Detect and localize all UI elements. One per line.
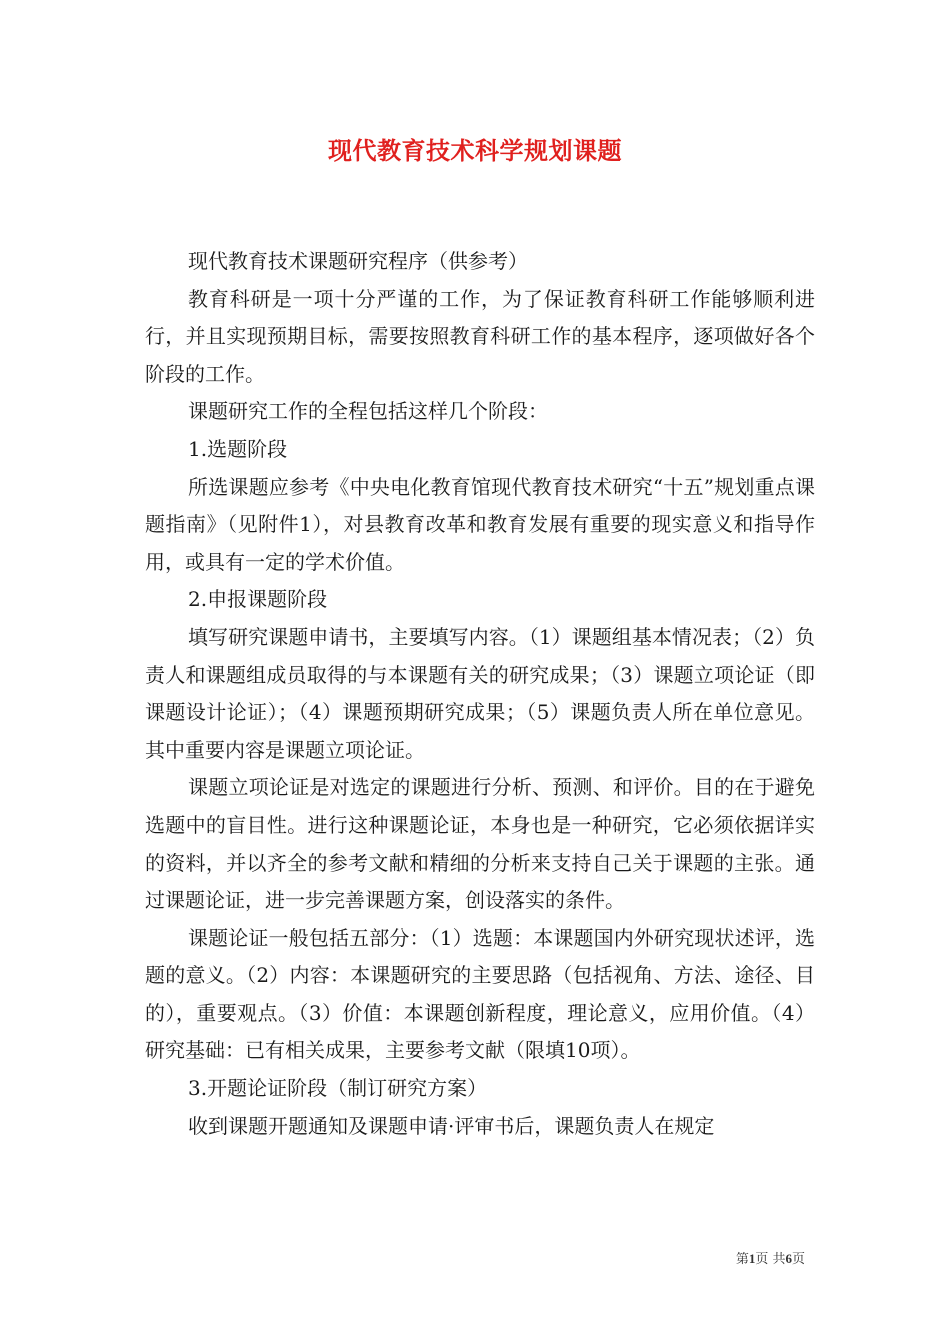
page-footer: [736, 1248, 805, 1267]
document-body: [145, 243, 815, 1145]
document-title: 现代教育技术科学规划课题: [328, 136, 622, 165]
section-heading-3: 3.开题论证阶段（制订研究方案）: [188, 1076, 488, 1101]
footer-middle: 页 共: [755, 1252, 786, 1267]
paragraph-topic-selection: 所选课题应参考《中央电化教育馆现代教育技术研究“十五”规划重点课题指南》（见附件1），对县教育改革和教育发展有重要的现实意义和指导作用，或具有一定的学术价值。: [145, 474, 815, 574]
footer-prefix: 第: [735, 1252, 749, 1267]
section-heading-1: 1.选题阶段: [188, 436, 288, 461]
paragraph-five-parts: 课题论证一般包括五部分：（1）选题：本课题国内外研究现状述评，选题的意义。（2）内容：本课题研究的主要思路（包括视角、方法、途径、目的），重要观点。（3）价值：本课题创新程度，理论意义，应用价值。（4）研究基础：已有相关成果，主要参考文献（限填10项）。: [145, 925, 815, 1063]
paragraph-stages-lead: 课题研究工作的全程包括这样几个阶段：: [188, 399, 548, 424]
footer-suffix: 页: [791, 1252, 805, 1267]
paragraph-heading: 现代教育技术课题研究程序（供参考）: [188, 249, 528, 273]
footer-page-number: 1: [748, 1251, 756, 1266]
section-heading-2: 2.申报课题阶段: [188, 587, 328, 612]
paragraph-application: 填写研究课题申请书，主要填写内容。（1）课题组基本情况表；（2）负责人和课题组成员取得的与本课题有关的研究成果；（3）课题立项论证（即课题设计论证）；（4）课题预期研究成果；（5）课题负责人所在单位意见。其中重要内容是课题立项论证。: [145, 624, 815, 762]
paragraph-opening: 收到课题开题通知及课题申请·评审书后，课题负责人在规定: [188, 1113, 715, 1138]
paragraph-argumentation: 课题立项论证是对选定的课题进行分析、预测、和评价。目的在于避免选题中的盲目性。进行这种课题论证，本身也是一种研究，它必须依据详实的资料，并以齐全的参考文献和精细的分析来支持自己关于课题的主张。通过课题论证，进一步完善课题方案，创设落实的条件。: [145, 775, 815, 913]
paragraph-intro: 教育科研是一项十分严谨的工作，为了保证教育科研工作能够顺利进行，并且实现预期目标，需要按照教育科研工作的基本程序，逐项做好各个阶段的工作。: [145, 286, 815, 386]
footer-total-pages: 6: [785, 1251, 792, 1266]
